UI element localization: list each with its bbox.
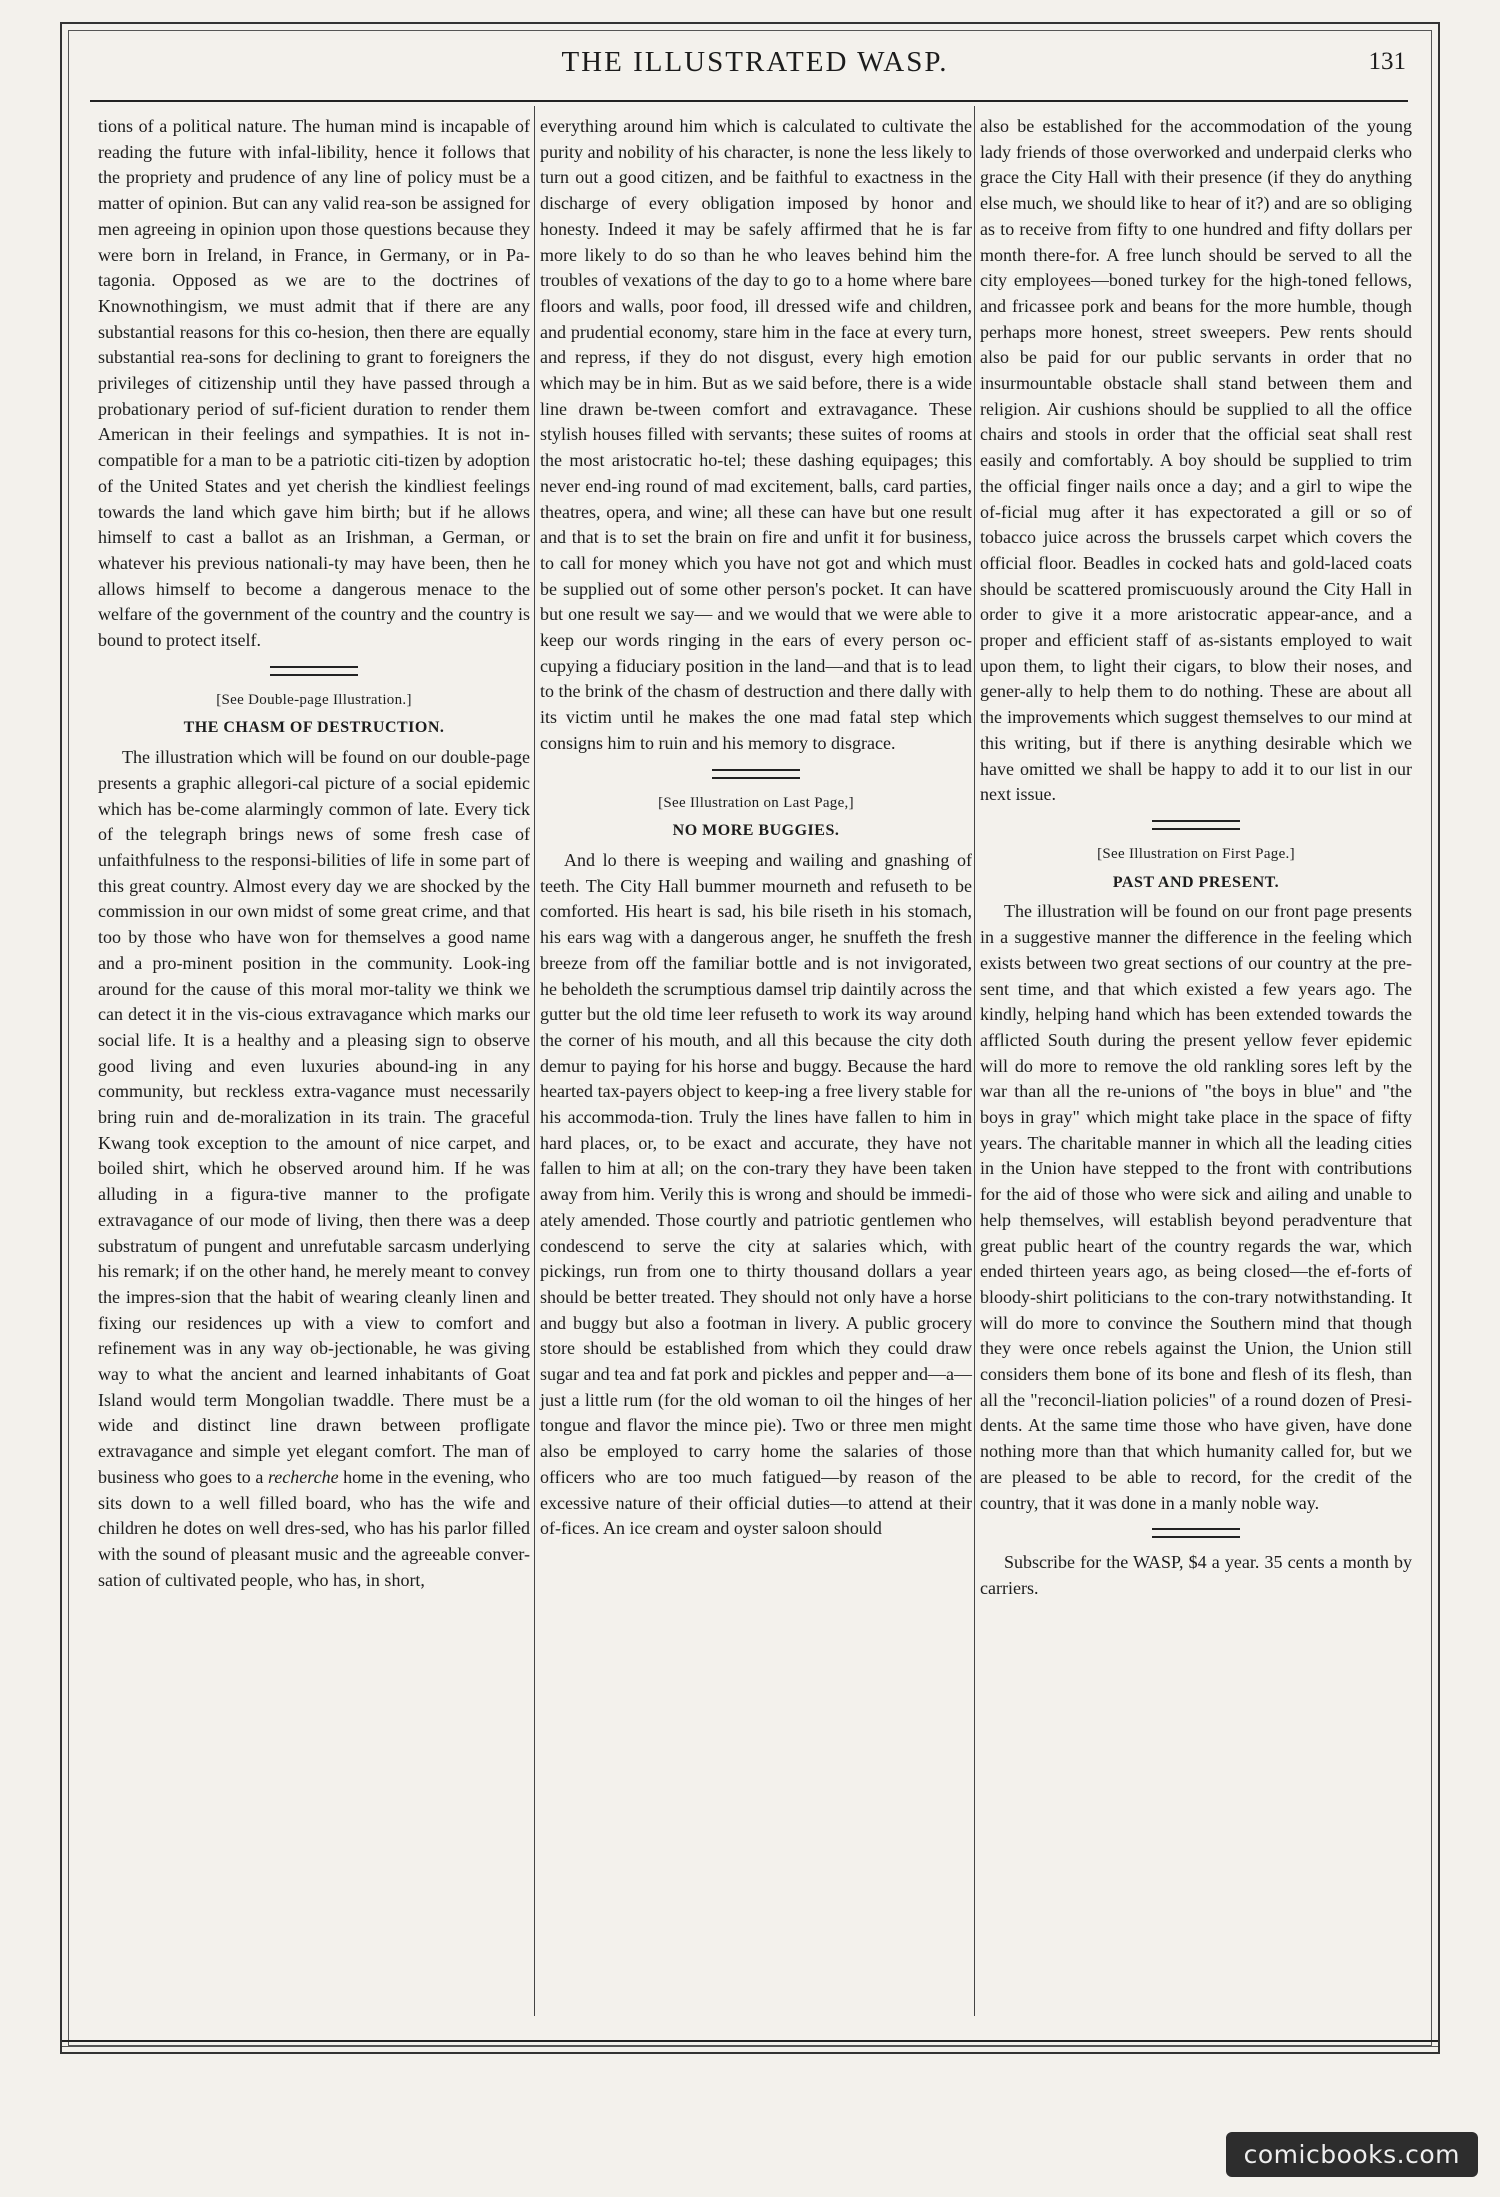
article-text: The illustration which will be found on our double-page presents a graphic allegori-cal picture of a social epidemic which has be-come alarmingly common of late. Every tick of the telegraph brings news of some fresh case of unfaithfulness to the responsi-bilities of life in some part of this great country. Almost every day we are shocked by the commission in our own midst of some great crime, and that too by those who have won for themselves a good name and a pro-minent position in the community. Look-ing around for the cause of this moral mor-tality we think we can detect it in the vis-cious extravagance which marks our social life. It is a healthy and a pleasing sign to observe good living and even luxuries abound-ing in any community, but reckless extra-vagance must necessarily bring ruin and de-moralization in its train. The graceful Kwang took exception to the amount of nice carpet, and boiled shirt, which he observed around him. If he was alluding in a figura-tive manner to the profigate extravagance of our mode of living, then there was a deep substratum of pungent and unrefutable sarcasm underlying his remark; if on the other hand, he merely meant to convey the impres-sion that the habit of wearing cleanly linen and fixing our residences up with a view to comfort and refinement was in any way ob-jectionable, he was giving way to what the ancient and learned inhabitants of Goat Island would term Mongolian twaddle. There must be a wide and distinct line drawn between profligate extravagance and simple yet elegant comfort. The man of business who goes to a recherche home in the evening, who sits down to a well filled board, who has the wife and children he dotes on well dres-sed, who has his parlor filled with the sound of pleasant music and the agreeable conver-sation of cultivated people, who has, in short,: [98, 747, 530, 1590]
article-title: PAST AND PRESENT.: [1112, 873, 1280, 891]
footer-rule: [62, 2046, 1438, 2047]
article-text: And lo there is weeping and wailing and gnashing of teeth. The City Hall bummer mourneth and refuseth to be comforted. His heart is sad, his bile riseth in his stomach, his ears wag with a dangerous anger, he snuffeth the fresh breeze from off the familiar bottle and is not invigorated, he beholdeth the scrumptious damsel trip daintily across the gutter but the old time leer refuseth to work its way around the corner of his mouth, and all this because the city doth demur to paying for his horse and buggy. Because the hard hearted tax-payers object to keep-ing a free livery stable for his accommoda-tion. Truly the lines have fallen to him in hard places, or, to be exact and accurate, they have not fallen to him at all; on the con-trary they have been taken away from him. Verily this is wrong and should be immedi-ately amended. Those courtly and patriotic gentlemen who condescend to serve the city at salaries which, with pickings, run from one to thirty thousand dollars a year should be better treated. They should not only have a horse and buggy but also a footman in livery. A public grocery store should be established from which they could draw sugar and tea and fat pork and pickles and pepper and—a—just a little rum (for the old woman to oil the hinges of her tongue and flavor the mince pie). Two or three men might also be employed to carry home the salaries of those officers who are too much fatigued—by reason of the excessive nature of their official duties—to attend at their of-fices. An ice cream and oyster saloon should: [540, 849, 972, 1539]
header-rule: [90, 100, 1408, 102]
article-text: tions of a political nature. The human mind is incapable of reading the future with infal-libility, hence it follows that the propriety and prudence of any line of policy must be a matter of opinion. But can any valid rea-son be assigned for men agreeing in opinion upon those questions because they were born in Ireland, in France, in Germany, or in Pa-tagonia. Opposed as we are to the doctrines of Knownothingism, we must admit that if there are any substantial reasons for this co-hesion, then there are equally substantial rea-sons for declining to grant to foreigners the privileges of citizenship until they have passed through a probationary period of suf-ficient duration to render them American in their feelings and sympathies. It is not in-compatible for a man to be a patriotic citi-tizen by adoption of the United States and yet cherish the kindliest feelings towards the land which gave him birth; but if he allows himself to cast a ballot as an Irishman, a German, or whatever his previous nationali-ty may have been, then he allows himself to become a dangerous menace to the welfare of the government of the country and the country is bound to protect itself.: [98, 116, 530, 651]
illustration-note: [See Illustration on First Page.]: [1097, 845, 1295, 862]
article-title: THE CHASM OF DESTRUCTION.: [183, 719, 445, 737]
italic-word: recherche: [267, 1466, 339, 1487]
section-divider: [1152, 1528, 1240, 1538]
page-number: 131: [1368, 48, 1406, 75]
article-title: NO MORE BUGGIES.: [672, 822, 840, 840]
article-text: The illustration will be found on our front page presents in a suggestive manner the difference in the feeling which exists between two great sections of our country at the pre-sent time, and that which existed a few years ago. The kindly, helping hand which has been extended towards the afflicted South during the present yellow fever epidemic will do more to remove the old rankling sores left by the war than all the re-unions of "the boys in blue" and "the boys in gray" which might take place in the space of fifty years. The charitable manner in which all the leading cities in the Union have stepped to the front with contributions for the aid of those who were sick and ailing and unable to help themselves, will establish beyond peradventure that great public heart of the country regards the war, which ended thirteen years ago, as being closed—the ef-forts of bloody-shirt politicians to the con-trary notwithstanding. It will do more to convince the Southern mind that though they were once rebels against the Union, the Union still considers them bone of its bone and flesh of its flesh, than all the "reconcil-liation policies" of a round dozen of Presi-dents. At the same time those who have given, have done nothing more than that which humanity called for, but we are pleased to be able to record, for the credit of the country, that it was done in a manly noble way.: [980, 901, 1412, 1513]
page-header: [90, 40, 1420, 92]
section-divider: [270, 666, 358, 676]
column-divider: [974, 106, 975, 2016]
column-divider: [534, 106, 535, 2016]
article-text: also be established for the accommodation of the young lady friends of those overworked and underpaid clerks who grace the City Hall with their presence (if they do anything else much, we should like to hear of it?) and are so obliging as to receive from fifty to one hundred and fifty dollars per month there-for. A free lunch should be served to all the city employees—boned turkey for the high-toned fellows, and fricassee pork and beans for the more humble, though perhaps more honest, street sweepers. Pew rents should also be paid for our public servants in order that no insurmountable obstacle shall stand between them and religion. Air cushions should be supplied to all the office chairs and stools in order that the official seat shall rest easily and comfortably. A boy should be supplied to trim the official finger nails once a day; and a girl to wipe the of-ficial mug after it has expectorated a gill or so of tobacco juice across the brussels carpet which covers the official floor. Beadles in cocked hats and gold-laced coats should be scattered promiscuously around the City Hall in order to give it a more aristocratic appear-ance, and a proper and efficient staff of as-sistants employed to wait upon them, to light their cigars, to blow their noses, and gener-ally to help them to do nothing. These are about all the improvements which suggest themselves to our mind at this writing, but if there is anything desirable which we have omitted we shall be happy to add it to our list in our next issue.: [980, 116, 1412, 805]
article-text: everything around him which is calculated to cultivate the purity and nobility of his character, is none the less likely to turn out a good citizen, and be faithful to exactness in the discharge of every obligation imposed by honor and honesty. Indeed it may be safely affirmed that he is far more likely to do so than he who leaves behind him the troubles of vexations of the day to go to a home where bare floors and walls, poor food, ill dressed wife and children, and prudential economy, stare him in the face at every turn, and repress, if they do not disgust, every high emotion which may be in him. But as we said before, there is a wide line drawn be-tween comfort and extravagance. These stylish houses filled with servants; these suites of rooms at the most aristocratic ho-tel; these dashing equipages; this never end-ing round of mad excitement, balls, card parties, theatres, opera, and wine; all these can have but one result and that is to set the brain on fire and unfit it for business, to call for money which you have not got and which must be supplied out of some other person's pocket. It can have but one result we say— and we would that we were able to keep our words ringing in the ears of every person oc-cupying a fiduciary position in the land—and that is to lead to the brink of the chasm of destruction and there dally with its victim until he makes the one mad fatal step which consigns him to ruin and his memory to disgrace.: [540, 116, 972, 753]
illustration-note: [See Illustration on Last Page,]: [658, 794, 854, 811]
subscribe-notice: Subscribe for the WASP, $4 a year. 35 cents a month by carriers.: [980, 1552, 1412, 1598]
footer-rule: [62, 2040, 1438, 2042]
section-divider: [712, 769, 800, 779]
column-1: [98, 114, 530, 1593]
masthead: THE ILLUSTRATED WASP.: [561, 46, 949, 78]
watermark-logo: comicbooks.com: [1226, 2132, 1478, 2177]
illustration-note: [See Double-page Illustration.]: [216, 691, 412, 708]
column-3: [980, 114, 1412, 1602]
column-2: [540, 114, 972, 1542]
section-divider: [1152, 820, 1240, 830]
